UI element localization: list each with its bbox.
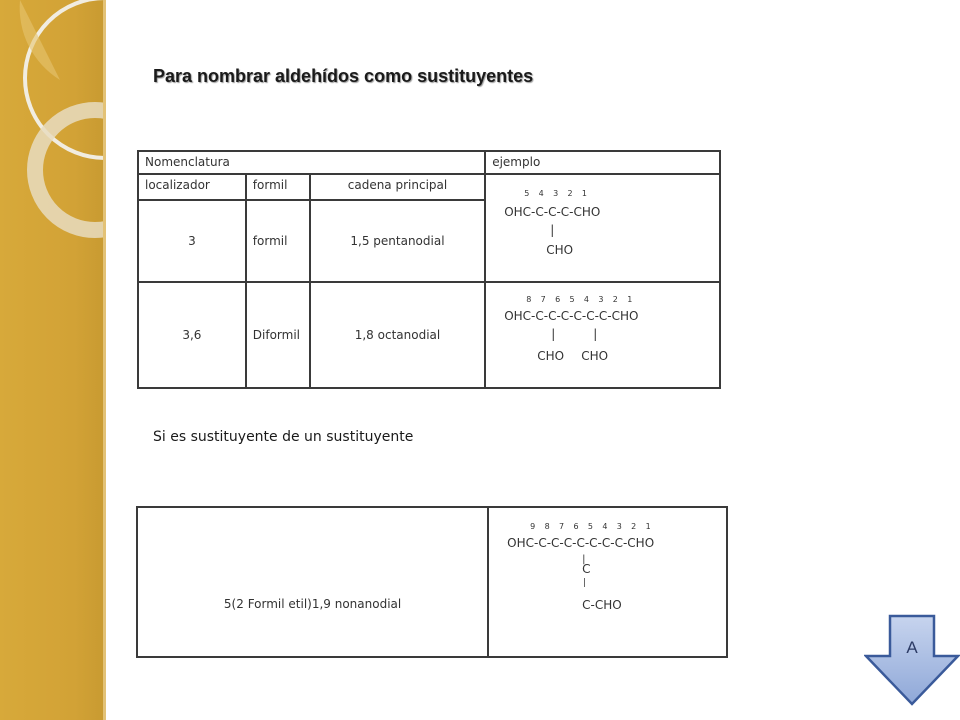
carbon-numbers: 9 8 7 6 5 4 3 2 1: [530, 522, 655, 531]
slide-title: Para nombrar aldehídos como sustituyentes: [153, 66, 534, 86]
row2-cadena: 1,8 octanodial: [310, 282, 485, 388]
next-slide-button[interactable]: [864, 614, 960, 706]
formula: OHC-C-C-C-C-C-C-C-CHO: [507, 536, 655, 550]
example-cell-2: [485, 282, 720, 388]
nomenclature-table: [137, 150, 721, 389]
decorative-circles: [0, 0, 106, 720]
substituent-table: [136, 506, 728, 658]
bond-bar: |: [551, 327, 556, 341]
example-header: ejemplo: [485, 151, 720, 174]
bond-bar: |: [550, 223, 555, 237]
col-cadena: cadena principal: [310, 174, 485, 200]
branch-group: CHO: [537, 349, 565, 363]
compound-name: 5(2 Formil etil)1,9 nonanodial: [223, 596, 402, 611]
formula: OHC-C-C-C-CHO: [504, 205, 601, 219]
row2-formil: Diformil: [246, 282, 310, 388]
compound-name-cell: [137, 507, 488, 657]
compound-structure-cell: [488, 507, 727, 657]
branch-group: C-CHO: [582, 598, 622, 612]
carbon-numbers: 5 4 3 2 1: [524, 189, 591, 198]
down-arrow-icon: [864, 614, 960, 706]
bond-bar: |: [582, 554, 586, 565]
carbon-numbers: 8 7 6 5 4 3 2 1: [526, 295, 636, 304]
col-localizador: localizador: [138, 174, 246, 200]
side-decorative-band: [0, 0, 106, 720]
branch-carbon: C: [582, 562, 591, 576]
branch-group: CHO: [581, 349, 609, 363]
formula: OHC-C-C-C-C-C-C-CHO: [504, 309, 639, 323]
nav-label: A: [906, 638, 918, 657]
row1-localizador: 3: [138, 200, 246, 282]
bond-bar: |: [583, 578, 587, 588]
bond-bar: |: [593, 327, 598, 341]
band-edge: [103, 0, 106, 720]
col-formil: formil: [246, 174, 310, 200]
example-cell-1: [485, 174, 720, 282]
branch-group: CHO: [546, 243, 574, 257]
row1-formil: formil: [246, 200, 310, 282]
row1-cadena: 1,5 pentanodial: [310, 200, 485, 282]
nomenclature-header: Nomenclatura: [138, 151, 485, 174]
subtitle: Si es sustituyente de un sustituyente: [153, 429, 414, 445]
row2-localizador: 3,6: [138, 282, 246, 388]
